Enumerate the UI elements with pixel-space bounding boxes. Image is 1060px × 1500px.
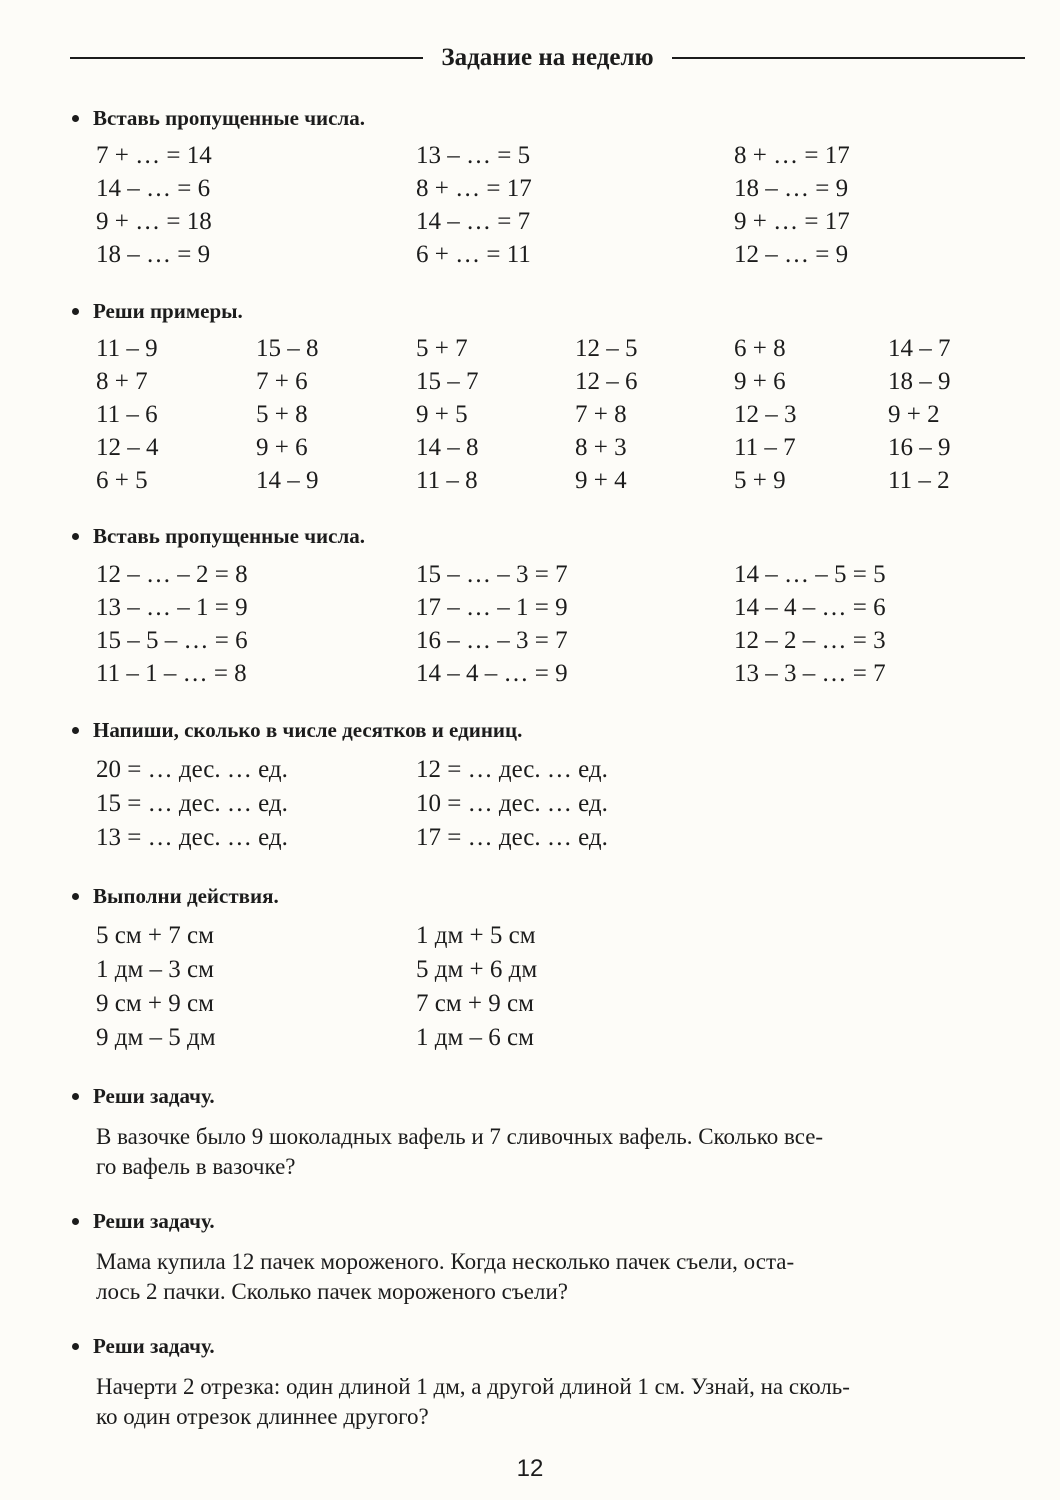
task-missing-numbers-1 <box>70 104 1030 274</box>
exercise: 5 дм + 6 дм <box>416 956 538 983</box>
task-heading-text: Выполни действия. <box>93 884 279 908</box>
exercise-row <box>70 1024 1030 1058</box>
task-heading <box>70 1082 1030 1110</box>
problem-text <box>96 1122 1031 1182</box>
bullet-icon <box>72 727 79 734</box>
page-number: 12 <box>516 1455 544 1482</box>
exercise: 14 – … = 6 <box>96 175 211 202</box>
task-heading-text: Реши задачу. <box>93 1084 215 1108</box>
exercise: 9 + … = 18 <box>96 208 212 235</box>
exercise: 12 – … – 2 = 8 <box>96 561 248 588</box>
exercise: 7 см + 9 см <box>416 990 534 1017</box>
exercise: 9 + 2 <box>888 401 940 428</box>
bullet-icon <box>72 1343 79 1350</box>
exercise: 13 – 3 – … = 7 <box>734 660 886 687</box>
exercise: 12 – 2 – … = 3 <box>734 627 886 654</box>
exercise: 9 + 6 <box>256 434 308 461</box>
exercise: 11 – 8 <box>416 467 478 494</box>
task-heading <box>70 1207 1030 1235</box>
page-header <box>70 40 1025 76</box>
exercise: 17 = … дес. … ед. <box>416 824 608 851</box>
exercise: 15 – … – 3 = 7 <box>416 561 568 588</box>
task-heading-text: Напиши, сколько в числе десятков и единиц. <box>93 718 523 742</box>
exercise: 5 см + 7 см <box>96 922 214 949</box>
exercise: 12 – 6 <box>575 368 638 395</box>
exercise: 18 – … = 9 <box>96 241 211 268</box>
exercise: 7 + … = 14 <box>96 142 212 169</box>
task-solve-examples <box>70 297 1030 500</box>
exercise: 14 – … = 7 <box>416 208 531 235</box>
task-heading-text: Вставь пропущенные числа. <box>93 106 365 130</box>
task-heading-text: Вставь пропущенные числа. <box>93 524 365 548</box>
exercise: 11 – 9 <box>96 335 158 362</box>
task-heading <box>70 104 1030 132</box>
exercise: 15 = … дес. … ед. <box>96 790 288 817</box>
exercise-row <box>70 335 1030 368</box>
exercise: 9 см + 9 см <box>96 990 214 1017</box>
problem-line: Мама купила 12 пачек мороженого. Когда несколько пачек съели, оста- <box>96 1249 795 1274</box>
exercise: 11 – 6 <box>96 401 158 428</box>
task-heading <box>70 882 1030 910</box>
exercise: 14 – 4 – … = 6 <box>734 594 886 621</box>
task-heading <box>70 1332 1030 1360</box>
exercise: 15 – 7 <box>416 368 479 395</box>
word-problem-1 <box>70 1082 1030 1182</box>
exercise: 14 – … – 5 = 5 <box>734 561 886 588</box>
exercise: 18 – 9 <box>888 368 951 395</box>
exercise: 14 – 8 <box>416 434 479 461</box>
exercise: 20 = … дес. … ед. <box>96 756 288 783</box>
problem-line: го вафель в вазочке? <box>96 1154 296 1179</box>
exercise: 9 + … = 17 <box>734 208 850 235</box>
exercise-row <box>70 467 1030 500</box>
exercise: 13 = … дес. … ед. <box>96 824 288 851</box>
problem-line: лось 2 пачки. Сколько пачек мороженого съели? <box>96 1279 568 1304</box>
exercise: 13 – … – 1 = 9 <box>96 594 248 621</box>
header-rule-left <box>70 57 423 59</box>
exercise: 1 дм – 3 см <box>96 956 214 983</box>
exercise-row <box>70 368 1030 401</box>
problem-text <box>96 1247 1031 1307</box>
exercise-row <box>70 627 1030 660</box>
exercise: 9 дм – 5 дм <box>96 1024 216 1051</box>
exercise-row <box>70 660 1030 693</box>
task-heading-text: Реши примеры. <box>93 299 243 323</box>
exercise: 15 – 5 – … = 6 <box>96 627 248 654</box>
exercise-row <box>70 824 1030 858</box>
exercise: 17 – … – 1 = 9 <box>416 594 568 621</box>
exercise: 9 + 5 <box>416 401 468 428</box>
exercise: 16 – 9 <box>888 434 951 461</box>
exercise: 8 + 7 <box>96 368 148 395</box>
task-heading <box>70 297 1030 325</box>
task-heading <box>70 716 1030 744</box>
task-tens-and-units <box>70 716 1030 858</box>
exercise: 14 – 9 <box>256 467 319 494</box>
exercise: 11 – 7 <box>734 434 796 461</box>
exercise: 10 = … дес. … ед. <box>416 790 608 817</box>
task-perform-operations <box>70 882 1030 1058</box>
exercise: 12 = … дес. … ед. <box>416 756 608 783</box>
bullet-icon <box>72 1093 79 1100</box>
exercise: 18 – … = 9 <box>734 175 849 202</box>
exercise: 12 – … = 9 <box>734 241 849 268</box>
exercise: 1 дм + 5 см <box>416 922 536 949</box>
task-heading-text: Реши задачу. <box>93 1334 215 1358</box>
exercise: 6 + … = 11 <box>416 241 531 268</box>
page-title: Задание на неделю <box>441 44 654 71</box>
exercise: 13 – … = 5 <box>416 142 531 169</box>
exercise: 14 – 7 <box>888 335 951 362</box>
exercise: 8 + … = 17 <box>734 142 850 169</box>
exercise: 12 – 4 <box>96 434 159 461</box>
exercise: 5 + 8 <box>256 401 308 428</box>
exercise: 5 + 9 <box>734 467 786 494</box>
bullet-icon <box>72 115 79 122</box>
exercise: 9 + 4 <box>575 467 627 494</box>
exercise-row <box>70 594 1030 627</box>
exercise: 1 дм – 6 см <box>416 1024 534 1051</box>
exercise-row <box>70 241 1030 274</box>
exercise-row <box>70 142 1030 175</box>
exercise: 11 – 1 – … = 8 <box>96 660 247 687</box>
exercise-row <box>70 434 1030 467</box>
problem-text <box>96 1372 1031 1432</box>
exercise: 12 – 3 <box>734 401 797 428</box>
exercise-row <box>70 561 1030 594</box>
exercise: 9 + 6 <box>734 368 786 395</box>
word-problem-3 <box>70 1332 1030 1432</box>
bullet-icon <box>72 1218 79 1225</box>
exercise: 12 – 5 <box>575 335 638 362</box>
exercise-row <box>70 990 1030 1024</box>
exercise-row <box>70 175 1030 208</box>
exercise: 8 + … = 17 <box>416 175 532 202</box>
exercise: 5 + 7 <box>416 335 468 362</box>
bullet-icon <box>72 308 79 315</box>
exercise-row <box>70 922 1030 956</box>
exercise: 6 + 5 <box>96 467 148 494</box>
task-missing-numbers-2 <box>70 522 1030 693</box>
exercise-row <box>70 956 1030 990</box>
exercise: 6 + 8 <box>734 335 786 362</box>
task-heading <box>70 522 1030 550</box>
exercise-row <box>70 208 1030 241</box>
problem-line: Начерти 2 отрезка: один длиной 1 дм, а другой длиной 1 см. Узнай, на сколь- <box>96 1374 850 1399</box>
exercise: 8 + 3 <box>575 434 627 461</box>
problem-line: В вазочке было 9 шоколадных вафель и 7 сливочных вафель. Сколько все- <box>96 1124 824 1149</box>
exercise: 15 – 8 <box>256 335 319 362</box>
exercise: 16 – … – 3 = 7 <box>416 627 568 654</box>
exercise: 7 + 6 <box>256 368 308 395</box>
bullet-icon <box>72 533 79 540</box>
exercise-row <box>70 790 1030 824</box>
exercise: 7 + 8 <box>575 401 627 428</box>
header-rule-right <box>672 57 1025 59</box>
exercise-row <box>70 401 1030 434</box>
problem-line: ко один отрезок длиннее другого? <box>96 1404 429 1429</box>
bullet-icon <box>72 893 79 900</box>
word-problem-2 <box>70 1207 1030 1307</box>
exercise: 11 – 2 <box>888 467 950 494</box>
task-heading-text: Реши задачу. <box>93 1209 215 1233</box>
exercise-row <box>70 756 1030 790</box>
exercise: 14 – 4 – … = 9 <box>416 660 568 687</box>
